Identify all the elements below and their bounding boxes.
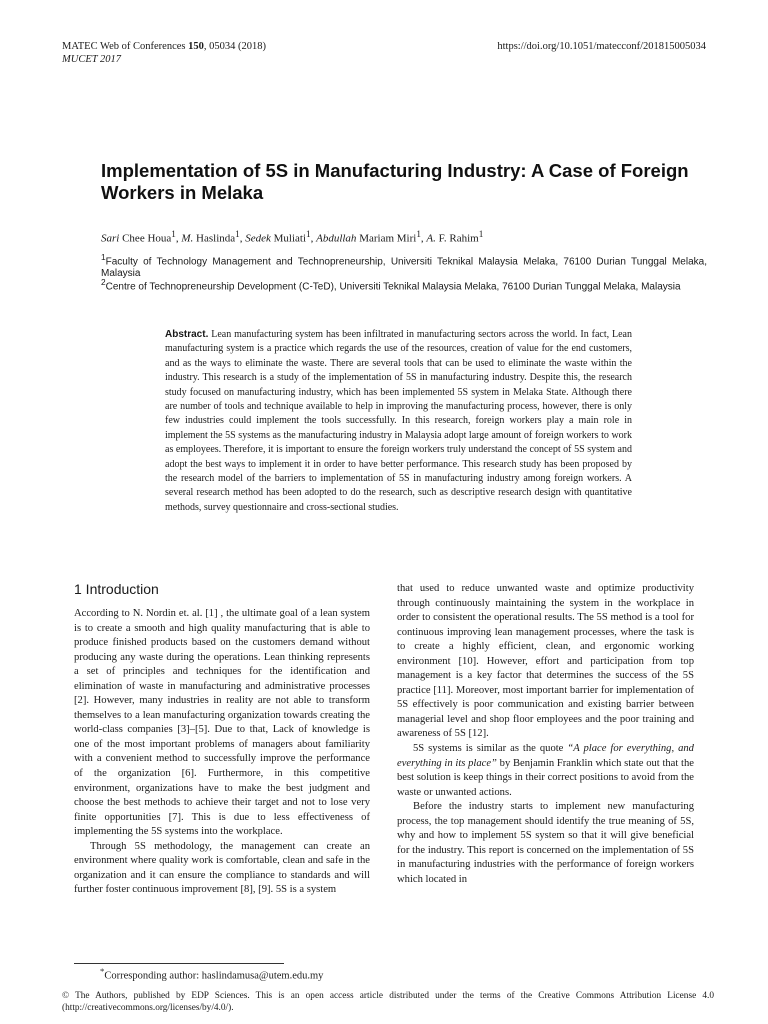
author-family: Mariam Miri <box>356 232 417 245</box>
section-heading-introduction: 1 Introduction <box>74 581 159 597</box>
author-given: Sari <box>101 232 120 245</box>
journal-citation <box>62 40 266 53</box>
franklin-quote: “A place for everything, and everything in its place” <box>397 743 694 769</box>
paper-title: Implementation of 5S in Manufacturing Industry: A Case of Foreign Workers in Melaka <box>101 160 689 203</box>
conference-name: MUCET 2017 <box>62 54 122 65</box>
paragraph: that used to reduce unwanted waste and optimize productivity through continuously maintaining the system in the workplace in order to consistent the operational results. The 5S method is a tool for continuous improving lean management processes, where the task is to create a highly efficient, clean, and ergonomic working environment [10]. However, effort and participation from top management is a key factor that determines the success of the 5S practice [11]. Moreover, most important barrier for implementation of 5S effectively is poor communication and existing barrier between managerial level and shop floor employees and the poor training and awareness of 5S [12]. <box>397 583 694 740</box>
author-affil-sup: 1 <box>416 229 421 239</box>
author-family: Muliati <box>270 232 307 245</box>
author-affil-sup: 1 <box>306 229 311 239</box>
right-column <box>397 582 694 887</box>
paragraph-quote <box>397 742 694 800</box>
author-affil-sup: 1 <box>235 229 240 239</box>
doi-link[interactable]: https://doi.org/10.1051/matecconf/201815005034 <box>497 41 706 52</box>
license-statement: © The Authors, published by EDP Sciences. This is an open access article distributed under the terms of the Creative Commons Attribution License 4.0 (http://creativecommons.org/licenses/by/4.0/). <box>62 991 714 1013</box>
author-family: F. Rahim <box>435 232 479 245</box>
paragraph: Through 5S methodology, the management can create an environment where quality work is comfortable, clean and safe in the organization and it can ensure the compliance to standards and will further foster continuous improvement [8], [9]. 5S is a system <box>74 840 370 896</box>
footnote-mark: * <box>100 966 105 976</box>
affiliation-sup: 1 <box>101 252 106 262</box>
affiliation-sup: 2 <box>101 277 106 287</box>
corresponding-author-footnote <box>100 966 323 982</box>
paragraph-text: 5S systems is similar as the quote <box>413 743 568 755</box>
author-list: Sari Chee Houa$^1$, M. Haslinda$^1$, Sedek Muliati$^1$, Abdullah Mariam Miri$^1$, A. F. Rahim$^1$ <box>101 229 484 245</box>
left-column <box>74 607 370 898</box>
affiliation-text: Centre of Technopreneurship Development (C-TeD), Universiti Teknikal Malaysia Melaka, 76100 Durian Tunggal Melaka, Malaysia <box>105 281 681 293</box>
abstract-text: Lean manufacturing system has been infiltrated in manufacturing sectors across the world. In fact, Lean manufacturing system is a practice which regards the use of the resources, creation of value for the end customers, and as the ways to eliminate the waste. There are several tools that can be used to eliminate the waste within the industry. This research is a study of the implementation of 5S in manufacturing industry. Despite this, the research study focused on manufacturing industry, which has been implemented 5S system in Melaka State. Although there are number of tools and technique available to help in improving the manufacturing process, however, there is only few industries could implement the tools successfully. In this research, foreign workers play a main role in implement the 5S systems as the manufacturing industry in Malaysia adopt large amount of foreign workers to work as employees. Therefore, it is important to ensure the foreign workers truly understand the concept of 5S system and adopt the best ways to implement it in order to have better performance. This research study has been proposed by the research model of the barriers to implementation of 5S in manufacturing industry among foreign workers. A several research method has been adopted to do the research, such as descriptive research design with quantitative methods, survey questionnaire and cross-sectional studies. <box>165 329 632 513</box>
author-given: A. <box>426 232 436 245</box>
author-affil-sup: 1 <box>478 229 484 239</box>
affiliation-2 <box>101 276 707 293</box>
author-affil-sup: 1 <box>171 229 176 239</box>
running-header-left <box>62 40 266 66</box>
author-family: Chee Houa <box>119 232 172 245</box>
footnote-text: Corresponding author: haslindamusa@utem.edu.my <box>104 970 324 982</box>
article-number: , 05034 (2018) <box>203 41 266 52</box>
paragraph-text: by Benjamin Franklin which state out that the best solution is keep things in their correct positions to avoid from the waste or unwanted actions. <box>397 757 694 798</box>
abstract-label: Abstract. <box>165 329 209 340</box>
journal-name: MATEC Web of Conferences <box>62 41 189 52</box>
abstract <box>165 328 632 515</box>
journal-volume: 150 <box>188 41 204 52</box>
affiliation-text: Faculty of Technology Management and Technopreneurship, Universiti Teknikal Malaysia Melaka, 76100 Durian Tunggal Melaka, Malaysia <box>101 256 707 280</box>
author-given: Abdullah <box>316 232 357 245</box>
paragraph: According to N. Nordin et. al. [1] , the ultimate goal of a lean system is to create a smooth and high quality manufacturing that is able to produce finished products based on the customers demand without producing any waste during the operations. Lean thinking represents a set of principles and techniques for the identification and elimination of waste in manufacturing and administrative processes [2]. However, many industries in reality are not able to transform themselves to a lean manufacturing organization towards creating the world-class companies [3]–[5]. Due to that, Lack of knowledge is one of the most important problems of managers about familiarity with a convenient method to successfully improve the performance of the organization [6]. Furthermore, in this competitive environment, organizations have to make the best judgment and choose the best methods to achieve their target and not to lose very finite opportunities [7]. This is due to less effectiveness of implementing the 5S systems into the workplace. <box>74 608 370 838</box>
author-given: Sedek <box>245 232 271 245</box>
author-family: Haslinda <box>193 232 236 245</box>
footnote-divider <box>74 963 284 964</box>
paragraph: Before the industry starts to implement new manufacturing process, the top management should identify the true meaning of 5S, why and how to implement 5S system so that it will give beneficial for the industry. This report is concerned on the implementation of 5S in manufacturing industries with the performance of foreign workers which located in <box>397 801 694 885</box>
author-given: M. <box>181 232 194 245</box>
